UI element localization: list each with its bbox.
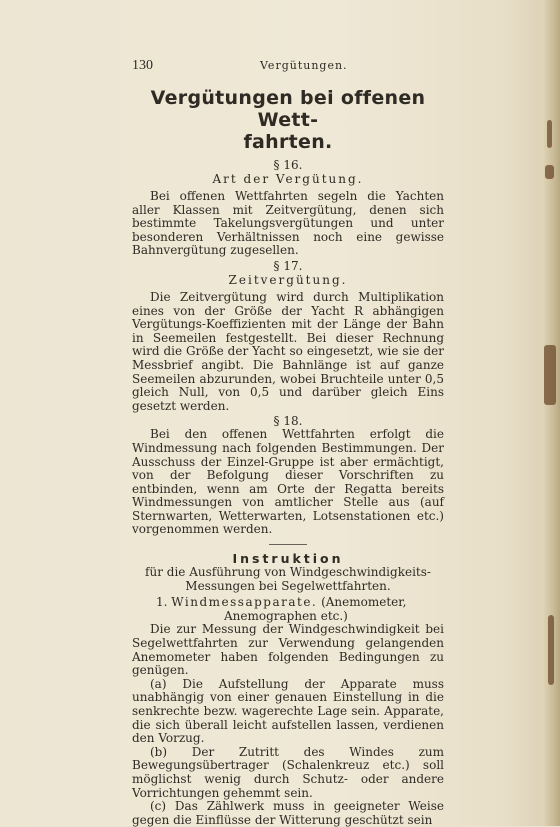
instruction-subtitle-line-1: für die Ausführung von Windgeschwindigkeits- bbox=[145, 565, 431, 580]
page-edge bbox=[542, 0, 560, 826]
paragraph-b: (b) Der Zutritt des Windes zum Bewegungsübertrager (Schalenkreuz etc.) soll möglichst wenig durch Schutz- oder andere Vorrichtungen gehemmt sein. bbox=[132, 744, 444, 800]
section-16-heading: Art der Vergütung. bbox=[212, 172, 364, 186]
section-16-text: Bei offenen Wettfahrten segeln die Yachten aller Klassen mit Zeitvergütung, denen sich bestimmte Takelungsvergütungen und unter besonderen Verhältnissen noch eine gewisse Bahnvergütung zugesellen. bbox=[132, 189, 444, 258]
paragraph-c: (c) Das Zählwerk muss in geeigneter Weise gegen die Einflüsse der Witterung geschützt sein bbox=[132, 799, 444, 827]
title-line-1: Vergütungen bei offenen Wett- bbox=[150, 87, 426, 131]
intro-paragraph: Die zur Messung der Windgeschwindigkeit bei Segelwettfahrten zur Verwendung gelangenden Anemometer haben folgenden Bedingungen zu genügen. bbox=[132, 622, 444, 678]
section-17-mark: § 17. bbox=[273, 258, 303, 273]
section-16-mark: § 16. bbox=[273, 158, 303, 172]
section-17-heading: Zeitvergütung. bbox=[228, 272, 348, 287]
divider bbox=[269, 544, 307, 545]
title-line-2: fahrten. bbox=[243, 131, 333, 153]
item-1-title: Windmessapparate. bbox=[171, 595, 318, 610]
paragraph-a: (a) Die Aufstellung der Apparate muss unabhängig von einer genauen Einstellung in die senkrechte bezw. wagerechte Lage sein. Apparate, die sich überall leicht aufstellen lassen, verdienen den Vorzug. bbox=[132, 676, 444, 746]
page-content bbox=[132, 58, 444, 827]
item-1-note-2: Anemographen etc.) bbox=[224, 608, 348, 623]
stain-mark bbox=[548, 615, 554, 685]
instruction-subtitle-line-2: Messungen bei Segelwettfahrten. bbox=[185, 578, 391, 593]
running-head: Vergütungen. bbox=[260, 59, 348, 72]
instruction-subtitle bbox=[132, 566, 444, 593]
section-18-text: Bei den offenen Wettfahrten erfolgt die Windmessung nach folgenden Bestimmungen. Der Ausschuss der Einzel-Gruppe ist aber ermächtigt, von der Befolgung dieser Vorschriften zu entbinden, wenn am Orte der Regatta bereits Windmessungen von amtlicher Stelle aus (auf Sternwarten, Wetterwarten, Lotsenstationen etc.) vorgenommen werden. bbox=[132, 427, 444, 537]
instruction-heading: Instruktion bbox=[232, 551, 344, 567]
section-17-text: Die Zeitvergütung wird durch Multiplikation eines von der Größe der Yacht R abhängigen Vergütungs-Koeffizienten mit der Länge der Bahn in Seemeilen festgestellt. Bei dieser Rechnung wird die Größe der Yacht so eingesetzt, wie sie der Messbrief angibt. Die Bahnlänge ist auf ganze Seemeilen abzurunden, wobei Bruchteile unter 0,5 gleich Null, von 0,5 und darüber gleich Eins gesetzt werden. bbox=[132, 289, 444, 413]
stain-mark bbox=[544, 345, 556, 405]
item-1-note-1: (Anemometer, bbox=[321, 595, 407, 610]
chapter-title bbox=[132, 87, 444, 153]
item-1-heading bbox=[132, 596, 444, 623]
section-18-mark: § 18. bbox=[273, 414, 303, 429]
item-1-number: 1. bbox=[156, 595, 168, 610]
page-header bbox=[132, 58, 444, 74]
stain-mark bbox=[547, 120, 552, 148]
stain-mark bbox=[545, 165, 554, 179]
page-number: 130 bbox=[132, 58, 153, 73]
